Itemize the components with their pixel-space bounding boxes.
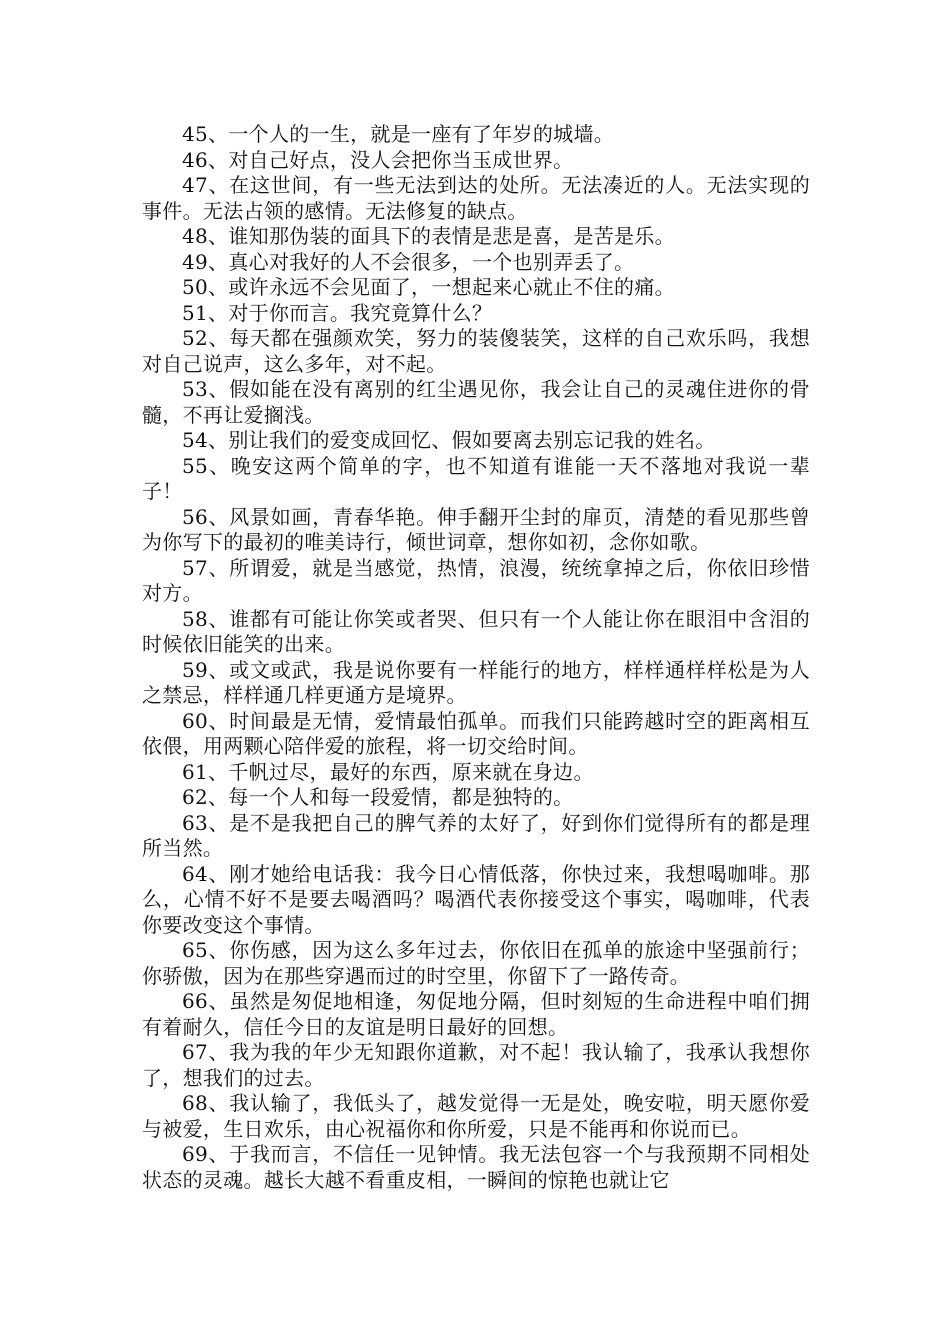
paragraph-52: 52、每天都在强颜欢笑，努力的装傻装笑，这样的自己欢乐吗，我想对自己说声，这么多年，对不起。 (142, 326, 810, 376)
paragraph-66: 66、虽然是匆促地相逢，匆促地分隔，但时刻短的生命进程中咱们拥有着耐久，信任今日的友谊是明日最好的回想。 (142, 989, 810, 1039)
paragraph-67: 67、我为我的年少无知跟你道歉，对不起！我认输了，我承认我想你了，想我们的过去。 (142, 1040, 810, 1090)
paragraph-56: 56、风景如画，青春华艳。伸手翻开尘封的扉页，清楚的看见那些曾为你写下的最初的唯美诗行，倾世词章，想你如初，念你如歌。 (142, 504, 810, 554)
paragraph-59: 59、或文或武，我是说你要有一样能行的地方，样样通样样松是为人之禁忌，样样通几样更通方是境界。 (142, 657, 810, 707)
paragraph-68: 68、我认输了，我低头了，越发觉得一无是处，晚安啦，明天愿你爱与被爱，生日欢乐，由心祝福你和你所爱，只是不能再和你说而已。 (142, 1091, 810, 1141)
paragraph-50: 50、或许永远不会见面了，一想起来心就止不住的痛。 (182, 275, 675, 299)
paragraph-53: 53、假如能在没有离别的红尘遇见你，我会让自己的灵魂住进你的骨髓，不再让爱搁浅。 (142, 377, 810, 427)
paragraph-58: 58、谁都有可能让你笑或者哭、但只有一个人能让你在眼泪中含泪的时候依旧能笑的出来。 (142, 606, 810, 656)
paragraph-65: 65、你伤感，因为这么多年过去，你依旧在孤单的旅途中坚强前行；你骄傲，因为在那些穿遇而过的时空里，你留下了一路传奇。 (142, 938, 810, 988)
paragraph-63: 63、是不是我把自己的脾气养的太好了，好到你们觉得所有的都是理所当然。 (142, 810, 810, 860)
paragraph-55: 55、晚安这两个简单的字，也不知道有谁能一天不落地对我说一辈子！ (142, 453, 810, 503)
paragraph-45: 45、一个人的一生，就是一座有了年岁的城墙。 (182, 122, 615, 146)
paragraph-64: 64、刚才她给电话我：我今日心情低落，你快过来，我想喝咖啡。那么，心情不好不是要去喝酒吗？喝酒代表你接受这个事实，喝咖啡，代表你要改变这个事情。 (142, 861, 810, 937)
paragraph-49: 49、真心对我好的人不会很多，一个也别弄丢了。 (182, 249, 635, 274)
paragraph-61: 61、千帆过尽，最好的东西，原来就在身边。 (182, 759, 594, 784)
paragraph-46: 46、对自己好点，没人会把你当玉成世界。 (182, 147, 574, 172)
document-body (142, 122, 810, 1193)
paragraph-48: 48、谁知那伪装的面具下的表情是悲是喜，是苦是乐。 (182, 224, 675, 248)
paragraph-60: 60、时间最是无情，爱情最怕孤单。而我们只能跨越时空的距离相互依偎，用两颗心陪伴爱的旅程，将一切交给时间。 (142, 708, 810, 758)
paragraph-57: 57、所谓爱，就是当感觉，热情，浪漫，统统拿掉之后，你依旧珍惜对方。 (142, 555, 810, 605)
paragraph-62: 62、每一个人和每一段爱情，都是独特的。 (182, 785, 574, 809)
paragraph-47: 47、在这世间，有一些无法到达的处所。无法凑近的人。无法实现的事件。无法占领的感情。无法修复的缺点。 (142, 173, 810, 223)
paragraph-51: 51、对于你而言。我究竟算什么？ (182, 300, 493, 325)
paragraph-69: 69、于我而言，不信任一见钟情。我无法包容一个与我预期不同相处状态的灵魂。越长大越不看重皮相，一瞬间的惊艳也就让它 (142, 1142, 810, 1192)
paragraph-54: 54、别让我们的爱变成回忆、假如要离去别忘记我的姓名。 (182, 428, 716, 452)
